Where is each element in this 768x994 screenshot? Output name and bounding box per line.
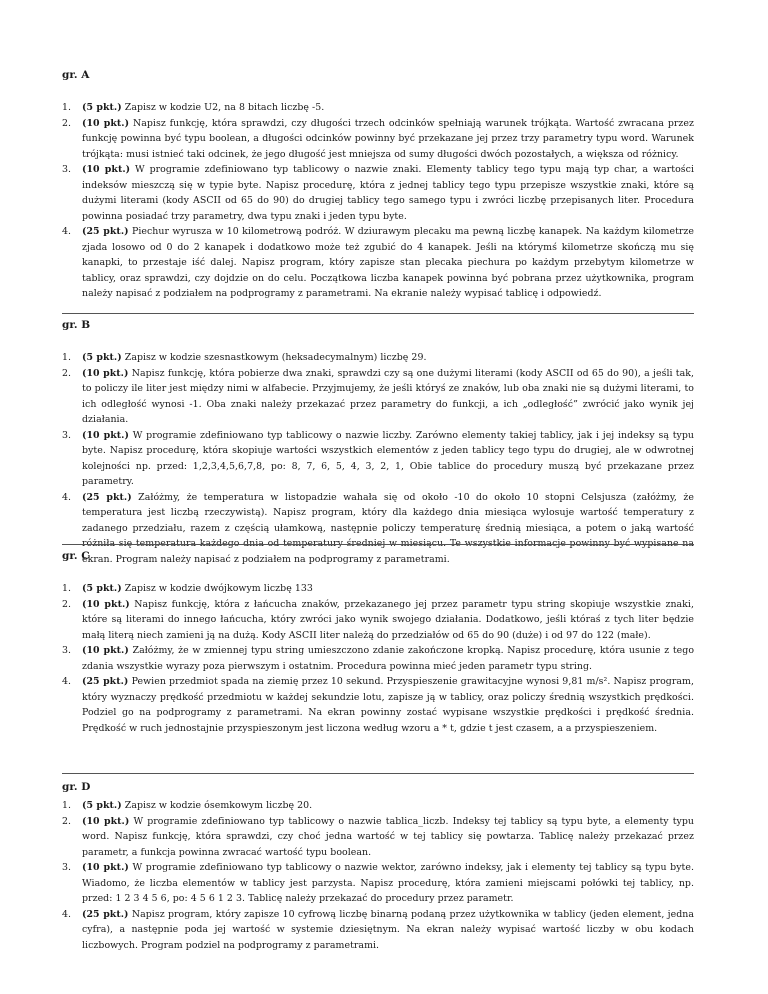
task-points: (25 pkt.) xyxy=(82,676,129,687)
task-points: (10 pkt.) xyxy=(82,598,130,610)
task-points: (25 pkt.) xyxy=(82,226,129,237)
task-points: (5 pkt.) xyxy=(82,352,122,363)
task-text: Napisz program, który zapisze 10 cyfrową liczbę binarną podaną przez użytkownika w tablicy (jeden element, jedna cyfra), a następnie poda jej wartość w systemie dziesiętnym. Na ekran należy wypisać wartość liczby w obu kodach liczbowych. Program podziel na podprogramy z parametrami. xyxy=(82,908,695,951)
task-item xyxy=(62,428,694,490)
task-text: Napisz funkcję, która pobierze dwa znaki, sprawdzi czy są one dużymi literami (kody ASCII od 65 do 90), a jeśli tak, to policzy ile liter jest między nimi w alfabecie. Przyjmujemy, że jeśli któryś ze znaków, lub oba znaki nie są dużymi literami, to ich odległość wynosi -1. Oba znaki należy przekazać przez parametry do funkcji, a ich „odległość” zwrócić jako wynik jej działania. xyxy=(82,367,694,425)
task-text: W programie zdefiniowano typ tablicowy o nazwie tablica_liczb. Indeksy tej tablicy są typu byte, a elementy typu word. Napisz funkcję, która sprawdzi, czy choć jedna wartość w tej tablicy się powtarza. Tablicę należy przekazać przez parametr, a funkcja powinna zwracać wartość typu boolean. xyxy=(82,815,694,858)
task-points: (5 pkt.) xyxy=(82,800,122,811)
task-number: 1. xyxy=(62,800,72,811)
task-item xyxy=(62,674,694,736)
task-number: 1. xyxy=(62,352,72,363)
task-points: (10 pkt.) xyxy=(82,117,130,129)
task-points: (5 pkt.) xyxy=(82,102,122,113)
group-label: gr. D xyxy=(62,781,91,793)
task-list xyxy=(62,798,694,953)
divider xyxy=(62,544,694,545)
task-points: (10 pkt.) xyxy=(82,367,129,379)
task-number: 3. xyxy=(62,862,72,873)
task-text: Piechur wyrusza w 10 kilometrową podróż. W dziurawym plecaku ma pewną liczbę kanapek. Na każdym kilometrze zjada losowo od 0 do 2 kanapek i dodatkowo może też zgubić do 4 kanapek. Jeśli na którymś kilometrze skończą mu się kanapki, to przestaje iść dalej. Napisz program, który zapisze stan plecaka piechura po każdym przebytym kilometrze w tablicy, oraz sprawdzi, czy dojdzie on do celu. Początkowa liczba kanapek powinna być pobrana przez użytkownika, program należy napisać z podziałem na podprogramy z parametrami. Na ekranie należy wypisać tablicę i odpowiedź. xyxy=(82,226,695,299)
task-text: Zapisz w kodzie szesnastkowym (heksadecymalnym) liczbę 29. xyxy=(124,352,427,363)
task-number: 3. xyxy=(62,645,72,656)
task-list xyxy=(62,581,694,736)
task-item xyxy=(62,224,694,302)
task-points: (10 pkt.) xyxy=(82,815,130,827)
task-number: 3. xyxy=(62,164,72,175)
task-text: Zapisz w kodzie dwójkowym liczbę 133 xyxy=(124,583,313,594)
task-list xyxy=(62,350,694,567)
task-text: Załóżmy, że temperatura w listopadzie wahała się od około -10 do około 10 stopni Celsjusza (załóżmy, że temperatura jest liczbą rzeczywistą). Napisz program, który dla każdego dnia miesiąca wylosuje wartość temperatury z zadanego przedziału, razem z częścią ułamkową, następnie policzy temperaturę średnią miesiąca, a potem o jaką wartość różniła się temperatura każdego dnia od temperatury średniej w miesiącu. Te wszystkie informacje powinny być wypisane na ekran. Program należy napisać z podziałem na podprogramy z parametrami. xyxy=(82,491,694,565)
task-number: 2. xyxy=(62,815,72,827)
task-text: W programie zdefiniowano typ tablicowy o nazwie znaki. Elementy tablicy tego typu mają typ char, a wartości indeksów mieszczą się w typie byte. Napisz procedurę, która z jednej tablicy tego typu przepisze wszystkie znaki, które są dużymi literami (kody ASCII od 65 do 90) do drugiej tablicy tego samego typu i zwróci liczbę przepisanych liter. Procedura powinna posiadać trzy parametry, dwa typu znaki i jeden typu byte. xyxy=(82,164,695,222)
task-points: (10 pkt.) xyxy=(82,645,129,656)
group-label: gr. A xyxy=(62,69,90,81)
task-text: W programie zdefiniowano typ tablicowy o nazwie liczby. Zarówno elementy takiej tablicy, jak i jej indeksy są typu byte. Napisz procedurę, która skopiuje wartości wszystkich elementów z jeden tablicy tego typu do drugiej, ale w odwrotnej kolejności np. przed: 1,2,3,4,5,6,7,8, po: 8, 7, 6, 5, 4, 3, 2, 1, Obie tablice do procedury muszą być przekazane przez parametry. xyxy=(82,429,694,487)
group-label: gr. C xyxy=(62,550,90,562)
task-points: (5 pkt.) xyxy=(82,583,122,594)
divider xyxy=(62,773,694,774)
task-item xyxy=(62,643,694,674)
task-points: (10 pkt.) xyxy=(82,429,129,441)
task-item xyxy=(62,162,694,224)
task-item xyxy=(62,100,694,116)
task-item xyxy=(62,581,694,597)
task-number: 4. xyxy=(62,676,72,687)
task-number: 4. xyxy=(62,491,72,503)
task-list xyxy=(62,100,694,302)
group-b xyxy=(62,318,694,567)
task-points: (10 pkt.) xyxy=(82,862,129,873)
task-number: 2. xyxy=(62,598,72,610)
task-points: (10 pkt.) xyxy=(82,164,131,175)
task-points: (25 pkt.) xyxy=(82,908,129,920)
task-item xyxy=(62,860,694,907)
task-number: 1. xyxy=(62,102,72,113)
task-item xyxy=(62,366,694,428)
task-text: Napisz funkcję, która sprawdzi, czy długości trzech odcinków spełniają warunek trójkąta. Wartość zwracana przez funkcję powinna być typu boolean, a długości odcinków powinny być przekazane jej przez trzy parametry typu word. Warunek trójkąta: musi istnieć taki odcinek, że jego długość jest mniejsza od sumy długości dwóch pozostałych, a większa od różnicy. xyxy=(82,117,695,160)
task-item xyxy=(62,798,694,814)
group-d xyxy=(62,780,694,953)
task-item xyxy=(62,597,694,644)
task-number: 4. xyxy=(62,908,72,920)
task-text: Napisz funkcję, która z łańcucha znaków, przekazanego jej przez parametr typu string skopiuje wszystkie znaki, które są literami do innego łańcucha, który zwróci jako wynik swojego działania. Dodatkowo, jeśli któraś z tych liter będzie małą literą niech zamieni ją na dużą. Kody ASCII liter należą do przedziałów od 65 do 90 (duże) i od 97 do 122 (małe). xyxy=(82,598,694,641)
task-item xyxy=(62,907,694,954)
task-number: 2. xyxy=(62,367,72,379)
group-label: gr. B xyxy=(62,319,91,331)
task-points: (25 pkt.) xyxy=(82,491,132,503)
group-c xyxy=(62,549,694,736)
task-number: 2. xyxy=(62,117,72,129)
divider xyxy=(62,313,694,314)
task-text: Załóżmy, że w zmiennej typu string umieszczono zdanie zakończone kropką. Napisz procedurę, która usunie z tego zdania wszystkie wyrazy poza pierwszym i ostatnim. Procedura powinna mieć jeden parametr typu string. xyxy=(82,645,695,672)
group-a xyxy=(62,68,694,302)
task-text: Zapisz w kodzie U2, na 8 bitach liczbę -5. xyxy=(124,102,325,113)
task-text: Zapisz w kodzie ósemkowym liczbę 20. xyxy=(124,800,313,811)
task-text: Pewien przedmiot spada na ziemię przez 10 sekund. Przyspieszenie grawitacyjne wynosi 9,81 m/s². Napisz program, który wyznaczy prędkość przedmiotu w każdej sekundzie lotu, zapisze ją w tablicy, oraz policzy średnią wszystkich prędkości. Podziel go na podprogramy z parametrami. Na ekran powinny zostać wypisane wszystkie prędkości i prędkość średnia. Prędkość w ruch jednostajnie przyspieszonym jest liczona według wzoru a * t, gdzie t jest czasem, a a przyspieszeniem. xyxy=(82,676,694,734)
task-number: 3. xyxy=(62,429,72,441)
task-item xyxy=(62,350,694,366)
task-number: 4. xyxy=(62,226,72,237)
task-item xyxy=(62,116,694,163)
task-item xyxy=(62,814,694,861)
task-text: W programie zdefiniowano typ tablicowy o nazwie wektor, zarówno indeksy, jak i elementy tej tablicy są typu byte. Wiadomo, że liczba elementów w tablicy jest parzysta. Napisz procedurę, która zamieni miejscami połówki tej tablicy, np. przed: 1 2 3 4 5 6, po: 4 5 6 1 2 3. Tablicę należy przekazać do procedury przez parametr. xyxy=(82,862,695,904)
task-number: 1. xyxy=(62,583,72,594)
